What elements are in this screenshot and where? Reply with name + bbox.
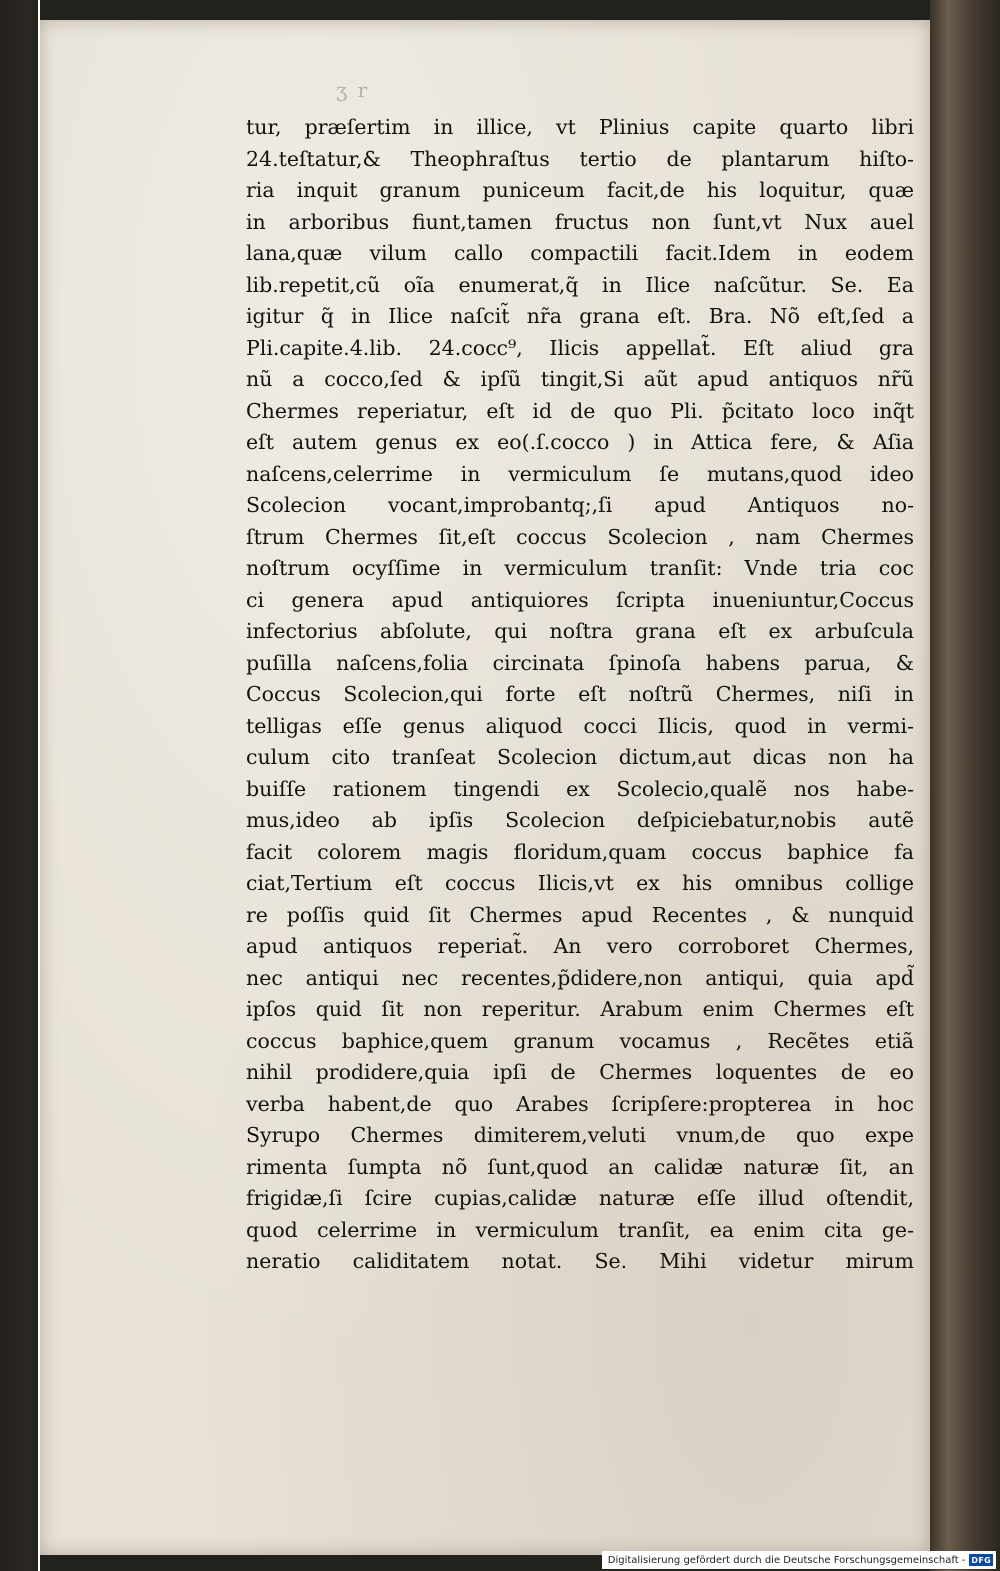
text-line: coccus baphice,quem granum vocamus , Recẽtes etiã (246, 1028, 914, 1053)
text-line: Coccus Scolecion,qui forte eſt noſtrũ Chermes, niſi in (246, 682, 914, 706)
page-text-block (246, 112, 914, 1278)
text-line: lana,quæ vilum callo compactili facit.Idem in eodem (246, 241, 914, 265)
text-line: Chermes reperiatur, eſt id de quo Pli. p̃citato loco inq̃t (246, 398, 914, 423)
text-line: buiſſe rationem tingendi ex Scolecio,qualẽ nos habe- (246, 776, 914, 801)
digitization-footer (602, 1551, 996, 1569)
text-line: culum cito tranſeat Scolecion dictum,aut dicas non ha (246, 745, 914, 769)
text-line: neratio caliditatem notat. Se. Mihi videtur mirum (246, 1249, 914, 1273)
text-line: puſilla naſcens,folia circinata ſpinoſa habens parua, & (246, 650, 914, 675)
text-line: quod celerrime in vermiculum tranſit, ea enim cita ge- (246, 1217, 914, 1242)
text-line: facit colorem magis floridum,quam coccus baphice fa (246, 839, 914, 864)
text-line: Scolecion vocant,improbantq;,ſi apud Antiquos no- (246, 493, 914, 517)
text-line: nihil prodidere,quia ipſi de Chermes loquentes de eo (246, 1060, 914, 1084)
text-line: naſcens,celerrime in vermiculum ſe mutans,quod ideo (246, 461, 914, 486)
text-line: re poſſis quid ſit Chermes apud Recentes , & nunquid (246, 902, 914, 927)
text-line: nũ a cocco,ſed & ipſũ tingit,Si aũt apud antiquos nr̃ũ (246, 367, 914, 391)
text-line: ipſos quid ſit non reperitur. Arabum enim Chermes eſt (246, 997, 914, 1021)
text-line: eſt autem genus ex eo(.ſ.cocco ) in Attica fere, & Aſia (246, 430, 914, 454)
text-line: noſtrum ocyſſime in vermiculum tranſit: Vnde tria coc (246, 556, 914, 580)
text-line: ria inquit granum puniceum facit,de his loquitur, quæ (246, 178, 914, 202)
text-line: frigidæ,ſi ſcire cupias,calidæ naturæ eſſe illud oſtendit, (246, 1186, 914, 1210)
book-edge (930, 0, 1000, 1571)
text-line: nec antiqui nec recentes,p̃didere,non antiqui, quia apd̃ (246, 965, 914, 990)
text-line: Syrupo Chermes dimiterem,veluti vnum,de quo expe (246, 1123, 914, 1147)
text-line: 24.teſtatur,& Theophraſtus tertio de plantarum hiſto- (246, 146, 914, 171)
text-line: infectorius abſolute, qui noſtra grana eſt ex arbuſcula (246, 619, 914, 643)
text-line: lib.repetit,cũ oĩa enumerat,q̃ in Ilice naſcũtur. Se. Ea (246, 272, 914, 297)
footer-credit: Digitalisierung gefördert durch die Deutsche Forschungsgemeinschaft - (607, 1554, 966, 1566)
page-header-mark: ʒ r (336, 78, 370, 102)
text-line: Pli.capite.4.lib. 24.cocc⁹, Ilicis appellat̃. Eſt aliud gra (246, 335, 914, 360)
dfg-logo: DFG (971, 1555, 991, 1565)
text-line: verba habent,de quo Arabes ſcripſere:propterea in hoc (246, 1091, 914, 1116)
text-line: ciat,Tertium eſt coccus Ilicis,vt ex his omnibus collige (246, 871, 914, 895)
text-line: mus,ideo ab ipſis Scolecion deſpiciebatur,nobis autẽ (246, 808, 914, 832)
text-line: in arboribus fiunt,tamen fructus non ſunt,vt Nux auel (246, 209, 914, 234)
text-line: ci genera apud antiquiores ſcripta inueniuntur,Coccus (246, 587, 914, 612)
text-line: ſtrum Chermes ſit,eſt coccus Scolecion , nam Chermes (246, 524, 914, 549)
text-line: rimenta ſumpta nõ ſunt,quod an calidæ naturæ ſit, an (246, 1154, 914, 1179)
text-line: telligas eſſe genus aliquod cocci Ilicis, quod in vermi- (246, 713, 914, 738)
text-line: igitur q̃ in Ilice naſcit̃ nr̃a grana eſt. Bra. Nõ eſt,ſed a (246, 304, 914, 328)
text-line: tur, præſertim in illice, vt Plinius capite quarto libri (246, 115, 914, 139)
text-line: apud antiquos reperiat̃. An vero corroboret Chermes, (246, 934, 914, 958)
